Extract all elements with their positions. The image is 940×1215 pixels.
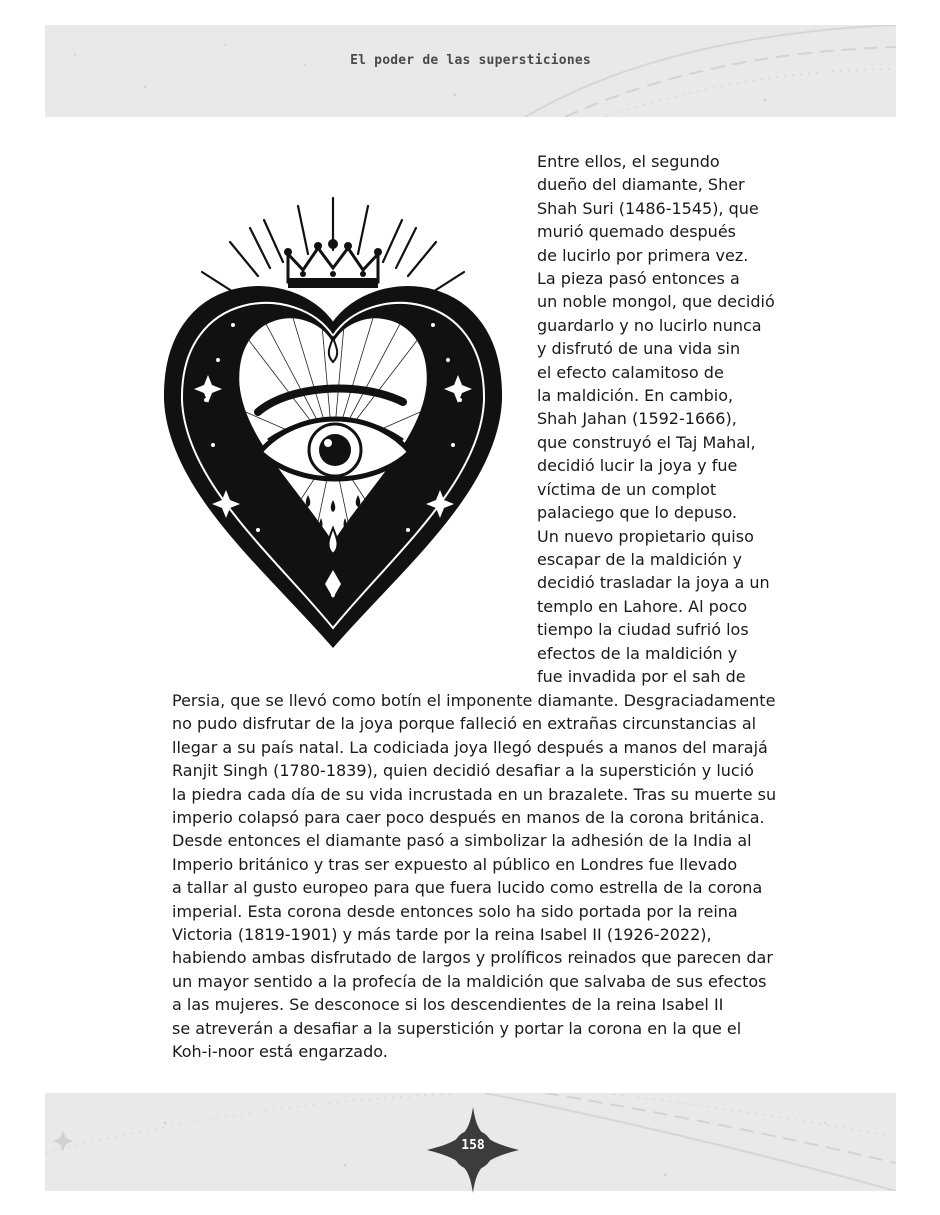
text-line: Koh-i-noor está engarzado.: [172, 1042, 388, 1062]
text-line: escapar de la maldición y: [537, 549, 742, 569]
text-line: la piedra cada día de su vida incrustada en un brazalete. Tras su muerte su: [172, 784, 777, 804]
text-line: el efecto calamitoso de: [537, 362, 724, 382]
text-line: murió quemado después: [537, 222, 736, 242]
text-line: Desde entonces el diamante pasó a simbolizar la adhesión de la India al: [172, 831, 752, 851]
text-line: efectos de la maldición y: [537, 643, 738, 663]
text-line: Entre ellos, el segundo: [537, 152, 720, 171]
wrapped-paragraph: [537, 150, 775, 688]
text-line: templo en Lahore. Al poco: [537, 596, 748, 616]
text-line: que construyó el Taj Mahal,: [537, 432, 756, 452]
text-line: imperial. Esta corona desde entonces solo ha sido portada por la reina: [172, 901, 738, 921]
text-line: guardarlo y no lucirlo nunca: [537, 315, 762, 335]
text-line: Victoria (1819-1901) y más tarde por la reina Isabel II (1926-2022),: [172, 925, 712, 945]
crowned-heart-eye-icon: [158, 150, 508, 660]
text-line: Shah Suri (1486-1545), que: [537, 198, 759, 218]
text-line: y disfrutó de una vida sin: [537, 339, 741, 359]
text-line: fue invadida por el sah de: [537, 666, 746, 686]
text-line: palaciego que lo depuso.: [537, 503, 738, 523]
text-line: La pieza pasó entonces a: [537, 269, 740, 289]
text-line: dueño del diamante, Sher: [537, 175, 745, 195]
text-line: decidió trasladar la joya a un: [537, 573, 770, 593]
text-line: imperio colapsó para caer poco después en manos de la corona británica.: [172, 808, 765, 828]
orbit-decoration-icon: [45, 25, 896, 117]
text-line: se atreverán a desafiar a la superstición y portar la corona en la que el: [172, 1018, 742, 1038]
text-line: Un nuevo propietario quiso: [537, 526, 754, 546]
text-line: de lucirlo por primera vez.: [537, 245, 749, 265]
text-line: Ranjit Singh (1780-1839), quien decidió desafiar a la superstición y lució: [172, 761, 754, 781]
text-line: Shah Jahan (1592-1666),: [537, 409, 737, 429]
text-line: decidió lucir la joya y fue: [537, 456, 738, 476]
text-line: un noble mongol, que decidió: [537, 292, 775, 312]
text-line: la maldición. En cambio,: [537, 386, 734, 406]
running-title: El poder de las supersticiones: [350, 53, 591, 68]
text-line: tiempo la ciudad sufrió los: [537, 620, 749, 640]
text-line: no pudo disfrutar de la joya porque falleció en extrañas circunstancias al: [172, 714, 757, 734]
text-line: habiendo ambas disfrutado de largos y prolíficos reinados que parecen dar: [172, 948, 773, 968]
text-line: un mayor sentido a la profecía de la maldición que salvaba de sus efectos: [172, 971, 767, 991]
text-line: Imperio británico y tras ser expuesto al público en Londres fue llevado: [172, 854, 738, 874]
full-width-paragraph: [172, 689, 776, 1064]
text-line: Persia, que se llevó como botín el imponente diamante. Desgraciadamente: [172, 691, 776, 710]
text-line: víctima de un complot: [537, 479, 717, 499]
page-number: 158: [461, 1138, 485, 1153]
header-band: [45, 25, 896, 117]
text-line: a las mujeres. Se desconoce si los descendientes de la reina Isabel II: [172, 995, 724, 1015]
text-line: llegar a su país natal. La codiciada joya llegó después a manos del marajá: [172, 737, 768, 757]
text-line: a tallar al gusto europeo para que fuera lucido como estrella de la corona: [172, 878, 763, 898]
crown-icon: [284, 239, 382, 288]
